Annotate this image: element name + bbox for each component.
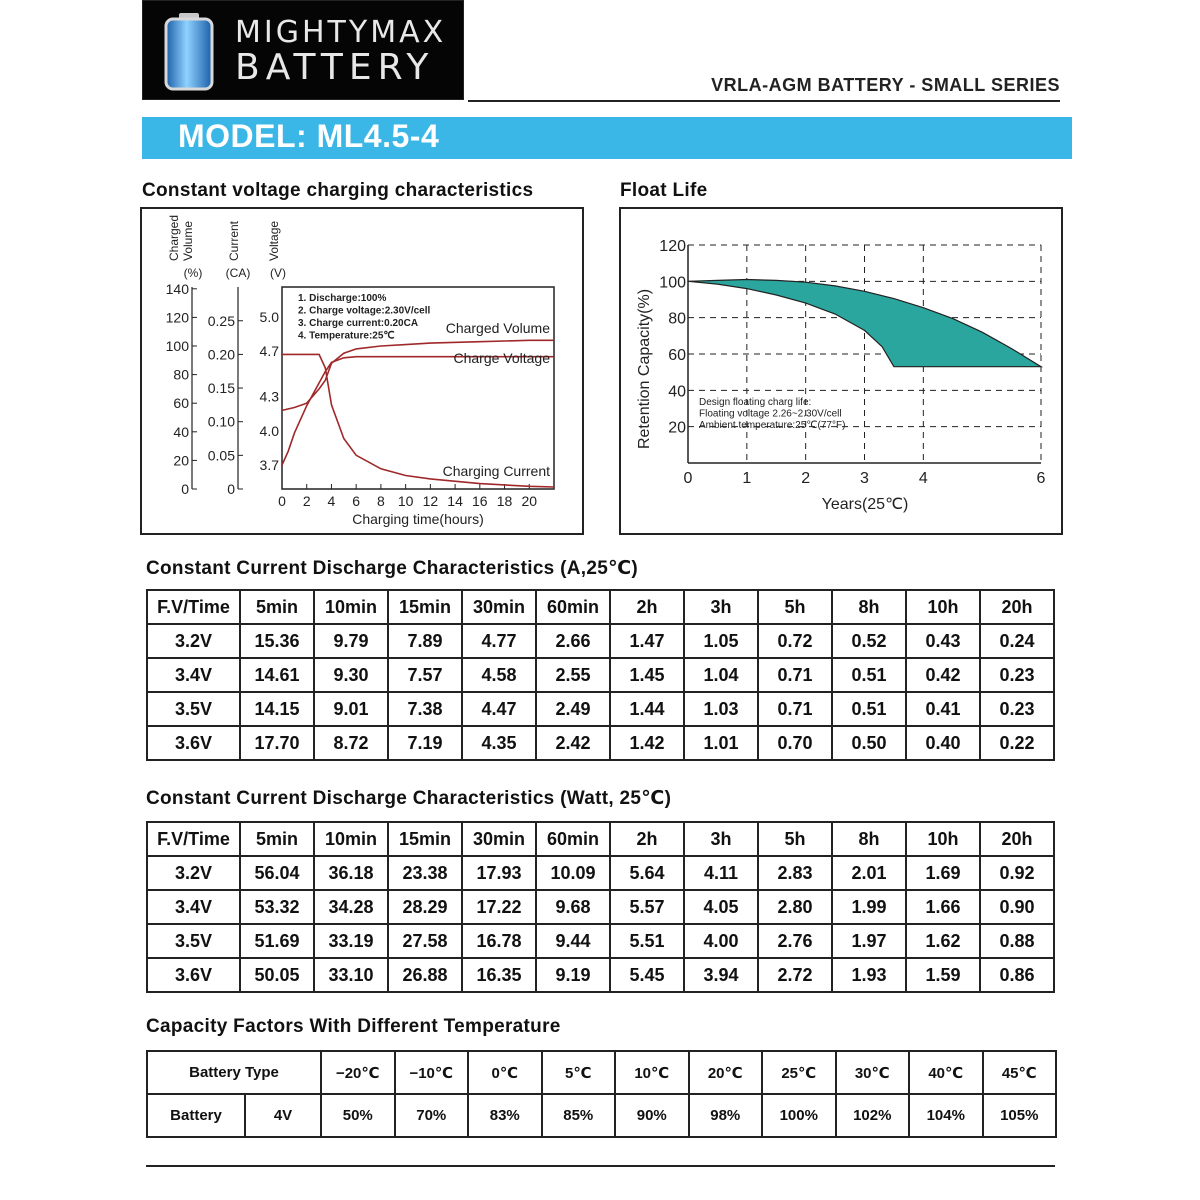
amp-header-cell: 30min [462,590,536,624]
capacity-factor-cell: 104% [909,1094,983,1137]
watt-cell: 16.35 [462,958,536,992]
watt-cell: 33.10 [314,958,388,992]
voltage-tick-label: 3.7 [259,457,279,473]
charging-axis-label: Charged [167,214,181,261]
amp-cell: 0.70 [758,726,832,760]
amp-cell: 9.30 [314,658,388,692]
model-banner [142,117,1072,159]
amp-header-cell: 3h [684,590,758,624]
watt-header-cell: 10min [314,822,388,856]
temperature-header-cell: −20℃ [321,1051,395,1094]
watt-cell: 3.94 [684,958,758,992]
table-row [147,958,1054,992]
charging-axis-unit: (CA) [225,266,251,280]
charging-axis-unit: (%) [183,266,203,280]
amp-cell: 3.5V [147,692,240,726]
watt-cell: 3.2V [147,856,240,890]
voltage-tick-label: 4.7 [259,343,279,359]
battery-label-cell: Battery [147,1094,245,1137]
amp-header-cell: 8h [832,590,906,624]
float-x-tick: 0 [683,470,693,487]
series-title: VRLA-AGM BATTERY - SMALL SERIES [711,75,1060,95]
float-life-chart-svg [621,209,1061,533]
table-row [147,1094,1056,1137]
float-note: Ambient temperature:25℃(77°F) [699,420,846,431]
amp-cell: 2.42 [536,726,610,760]
amp-cell: 4.77 [462,624,536,658]
capacity-factor-cell: 100% [762,1094,836,1137]
amp-cell: 0.22 [980,726,1054,760]
table-row [147,856,1054,890]
watt-discharge-table [146,821,1055,993]
watt-header-cell: 5h [758,822,832,856]
footer-divider [146,1165,1055,1167]
watt-cell: 3.5V [147,924,240,958]
amp-cell: 1.45 [610,658,684,692]
watt-cell: 5.45 [610,958,684,992]
pct-tick-label: 60 [173,395,189,412]
amp-cell: 0.24 [980,624,1054,658]
time-tick-label: 16 [472,493,488,509]
float-note: Floating voltage 2.26~2.30V/cell [699,408,842,420]
pct-tick-label: 120 [165,309,189,326]
amp-cell: 3.4V [147,658,240,692]
amp-cell: 0.23 [980,658,1054,692]
charging-axis-label: Voltage [267,220,281,261]
float-note: Design floating charg life: [699,397,812,408]
amp-header-cell: 10h [906,590,980,624]
watt-cell: 5.64 [610,856,684,890]
pct-tick-label: 0 [181,481,189,497]
amp-cell: 14.61 [240,658,314,692]
capacity-factors-table [146,1050,1057,1138]
amp-cell: 0.51 [832,692,906,726]
table-row [147,890,1054,924]
amp-cell: 1.04 [684,658,758,692]
watt-cell: 0.90 [980,890,1054,924]
amp-cell: 4.35 [462,726,536,760]
amp-cell: 2.49 [536,692,610,726]
watt-cell: 9.19 [536,958,610,992]
watt-cell: 1.99 [832,890,906,924]
float-x-tick: 6 [1036,470,1046,487]
charge-voltage-label: Charge Voltage [453,350,550,366]
amp-cell: 0.43 [906,624,980,658]
amp-cell: 1.01 [684,726,758,760]
watt-cell: 28.29 [388,890,462,924]
time-tick-label: 8 [377,493,385,509]
time-tick-label: 10 [397,493,414,509]
table-row [147,658,1054,692]
watt-cell: 26.88 [388,958,462,992]
battery-type-header: Battery Type [147,1051,321,1094]
watt-cell: 1.59 [906,958,980,992]
watt-header-cell: 2h [610,822,684,856]
current-tick-label: 0 [227,481,235,497]
float-y-tick: 60 [668,347,686,364]
temperature-header-cell: 25℃ [762,1051,836,1094]
capacity-table-title: Capacity Factors With Different Temperature [146,1016,561,1037]
watt-cell: 1.62 [906,924,980,958]
amp-cell: 7.89 [388,624,462,658]
watt-cell: 4.05 [684,890,758,924]
watt-cell: 3.4V [147,890,240,924]
amp-cell: 9.79 [314,624,388,658]
amp-cell: 15.36 [240,624,314,658]
charging-note: 2. Charge voltage:2.30V/cell [298,305,431,317]
capacity-factor-cell: 83% [468,1094,542,1137]
float-y-label: Retention Capacity(%) [636,288,653,450]
watt-cell: 0.92 [980,856,1054,890]
charging-note: 1. Discharge:100% [298,293,387,304]
time-tick-label: 0 [278,493,286,509]
voltage-tick-label: 5.0 [259,308,279,325]
watt-cell: 2.80 [758,890,832,924]
amp-header-cell: 5min [240,590,314,624]
amp-header-cell: 10min [314,590,388,624]
brand-logo [142,0,464,100]
amp-cell: 1.47 [610,624,684,658]
amp-header-cell: 2h [610,590,684,624]
current-tick-label: 0.05 [207,447,235,464]
pct-tick-label: 100 [165,338,189,354]
capacity-factor-cell: 50% [321,1094,395,1137]
temperature-header-cell: 45℃ [983,1051,1057,1094]
float-x-tick: 3 [860,470,869,487]
table-row [147,692,1054,726]
watt-cell: 3.6V [147,958,240,992]
watt-cell: 34.28 [314,890,388,924]
charging-chart-title: Constant voltage charging characteristics [142,180,534,201]
capacity-header-row [147,1051,1056,1094]
watt-cell: 17.22 [462,890,536,924]
brand-name-line1: MIGHTYMAX [235,15,447,50]
charging-x-label: Charging time(hours) [352,511,484,527]
watt-cell: 27.58 [388,924,462,958]
amp-cell: 0.23 [980,692,1054,726]
watt-cell: 10.09 [536,856,610,890]
watt-header-cell: 5min [240,822,314,856]
watt-cell: 53.32 [240,890,314,924]
watt-cell: 2.83 [758,856,832,890]
watt-cell: 4.11 [684,856,758,890]
amp-cell: 4.47 [462,692,536,726]
time-tick-label: 4 [327,493,336,509]
float-y-tick: 20 [668,419,686,437]
watt-cell: 23.38 [388,856,462,890]
watt-cell: 17.93 [462,856,536,890]
time-tick-label: 12 [422,493,439,509]
watt-header-cell: 60min [536,822,610,856]
voltage-tick-label: 4.0 [259,422,279,439]
pct-tick-label: 20 [173,452,189,469]
amp-cell: 3.2V [147,624,240,658]
amp-cell: 1.05 [684,624,758,658]
watt-cell: 5.57 [610,890,684,924]
charging-axis-label: Volume [181,220,195,261]
watt-header-row [147,822,1054,856]
watt-cell: 9.44 [536,924,610,958]
watt-cell: 2.76 [758,924,832,958]
table-row [147,924,1054,958]
watt-cell: 5.51 [610,924,684,958]
model-title: MODEL: ML4.5-4 [178,118,440,154]
amp-header-cell: 20h [980,590,1054,624]
watt-cell: 0.86 [980,958,1054,992]
amp-cell: 1.44 [610,692,684,726]
float-y-tick: 120 [659,238,686,255]
amp-cell: 2.66 [536,624,610,658]
amp-cell: 0.51 [832,658,906,692]
temperature-header-cell: −10℃ [395,1051,469,1094]
watt-cell: 1.93 [832,958,906,992]
amp-cell: 17.70 [240,726,314,760]
temperature-header-cell: 0℃ [468,1051,542,1094]
header-divider [468,100,1060,102]
battery-voltage-cell: 4V [245,1094,321,1137]
charging-axis-unit: (V) [270,266,286,280]
capacity-factor-cell: 105% [983,1094,1057,1137]
amp-cell: 7.19 [388,726,462,760]
watt-cell: 9.68 [536,890,610,924]
amp-cell: 14.15 [240,692,314,726]
amp-header-cell: F.V/Time [147,590,240,624]
pct-tick-label: 140 [165,280,189,297]
amp-header-row [147,590,1054,624]
amp-cell: 0.50 [832,726,906,760]
float-y-tick: 100 [659,274,686,292]
pct-tick-label: 40 [173,423,189,440]
watt-cell: 4.00 [684,924,758,958]
amp-table-title: Constant Current Discharge Characteristics (A,25℃) [146,558,639,579]
amp-header-cell: 5h [758,590,832,624]
watt-cell: 1.69 [906,856,980,890]
capacity-factor-cell: 90% [615,1094,689,1137]
watt-header-cell: 3h [684,822,758,856]
amp-header-cell: 60min [536,590,610,624]
amp-discharge-table [146,589,1055,761]
charged-volume-label: Charged Volume [445,320,550,336]
watt-header-cell: 30min [462,822,536,856]
table-row [147,624,1054,658]
watt-table-title: Constant Current Discharge Characteristics (Watt, 25℃) [146,788,672,809]
amp-cell: 0.40 [906,726,980,760]
amp-cell: 0.71 [758,658,832,692]
temperature-header-cell: 10℃ [615,1051,689,1094]
float-x-tick: 2 [801,470,811,487]
temperature-header-cell: 5℃ [542,1051,616,1094]
float-y-tick: 40 [668,383,686,401]
amp-cell: 0.41 [906,692,980,726]
watt-cell: 1.66 [906,890,980,924]
temperature-header-cell: 20℃ [689,1051,763,1094]
charging-note: 4. Temperature:25℃ [298,330,395,342]
watt-cell: 36.18 [314,856,388,890]
watt-header-cell: 10h [906,822,980,856]
watt-cell: 0.88 [980,924,1054,958]
current-tick-label: 0.20 [207,346,235,363]
amp-header-cell: 15min [388,590,462,624]
amp-cell: 1.42 [610,726,684,760]
watt-header-cell: 8h [832,822,906,856]
float-life-chart [619,207,1063,535]
watt-cell: 51.69 [240,924,314,958]
pct-tick-label: 80 [173,366,189,383]
float-x-tick: 1 [742,470,752,487]
time-tick-label: 6 [352,493,361,509]
amp-cell: 7.38 [388,692,462,726]
amp-cell: 0.42 [906,658,980,692]
time-tick-label: 18 [496,493,513,509]
watt-header-cell: 15min [388,822,462,856]
amp-cell: 9.01 [314,692,388,726]
charging-chart-svg [142,209,582,533]
capacity-factor-cell: 98% [689,1094,763,1137]
amp-cell: 8.72 [314,726,388,760]
float-x-label: Years(25℃) [821,496,909,513]
temperature-header-cell: 30℃ [836,1051,910,1094]
time-tick-label: 20 [521,493,538,509]
charging-note: 3. Charge current:0.20CA [298,318,419,329]
temperature-header-cell: 40℃ [909,1051,983,1094]
capacity-factor-cell: 70% [395,1094,469,1137]
watt-header-cell: F.V/Time [147,822,240,856]
time-tick-label: 14 [447,493,463,509]
current-tick-label: 0.10 [207,413,235,430]
curve-charge-voltage [282,357,554,465]
watt-cell: 33.19 [314,924,388,958]
float-y-tick: 80 [668,310,686,328]
current-tick-label: 0.15 [207,380,235,397]
amp-cell: 1.03 [684,692,758,726]
amp-cell: 0.71 [758,692,832,726]
amp-cell: 3.6V [147,726,240,760]
watt-cell: 2.01 [832,856,906,890]
amp-cell: 0.52 [832,624,906,658]
amp-cell: 2.55 [536,658,610,692]
float-chart-title: Float Life [620,180,708,201]
watt-cell: 2.72 [758,958,832,992]
battery-icon [163,11,215,91]
float-x-tick: 4 [918,470,928,487]
capacity-factor-cell: 102% [836,1094,910,1137]
watt-cell: 16.78 [462,924,536,958]
brand-name-line2: BATTERY [235,47,435,88]
charging-axis-label: Current [227,220,241,261]
watt-cell: 56.04 [240,856,314,890]
watt-header-cell: 20h [980,822,1054,856]
charging-current-label: Charging Current [442,463,550,479]
voltage-tick-label: 4.3 [259,388,279,405]
capacity-factor-cell: 85% [542,1094,616,1137]
charging-chart [140,207,584,535]
time-tick-label: 2 [302,493,311,509]
watt-cell: 50.05 [240,958,314,992]
amp-cell: 4.58 [462,658,536,692]
amp-cell: 0.72 [758,624,832,658]
table-row [147,726,1054,760]
current-tick-label: 0.25 [207,312,235,329]
watt-cell: 1.97 [832,924,906,958]
amp-cell: 7.57 [388,658,462,692]
